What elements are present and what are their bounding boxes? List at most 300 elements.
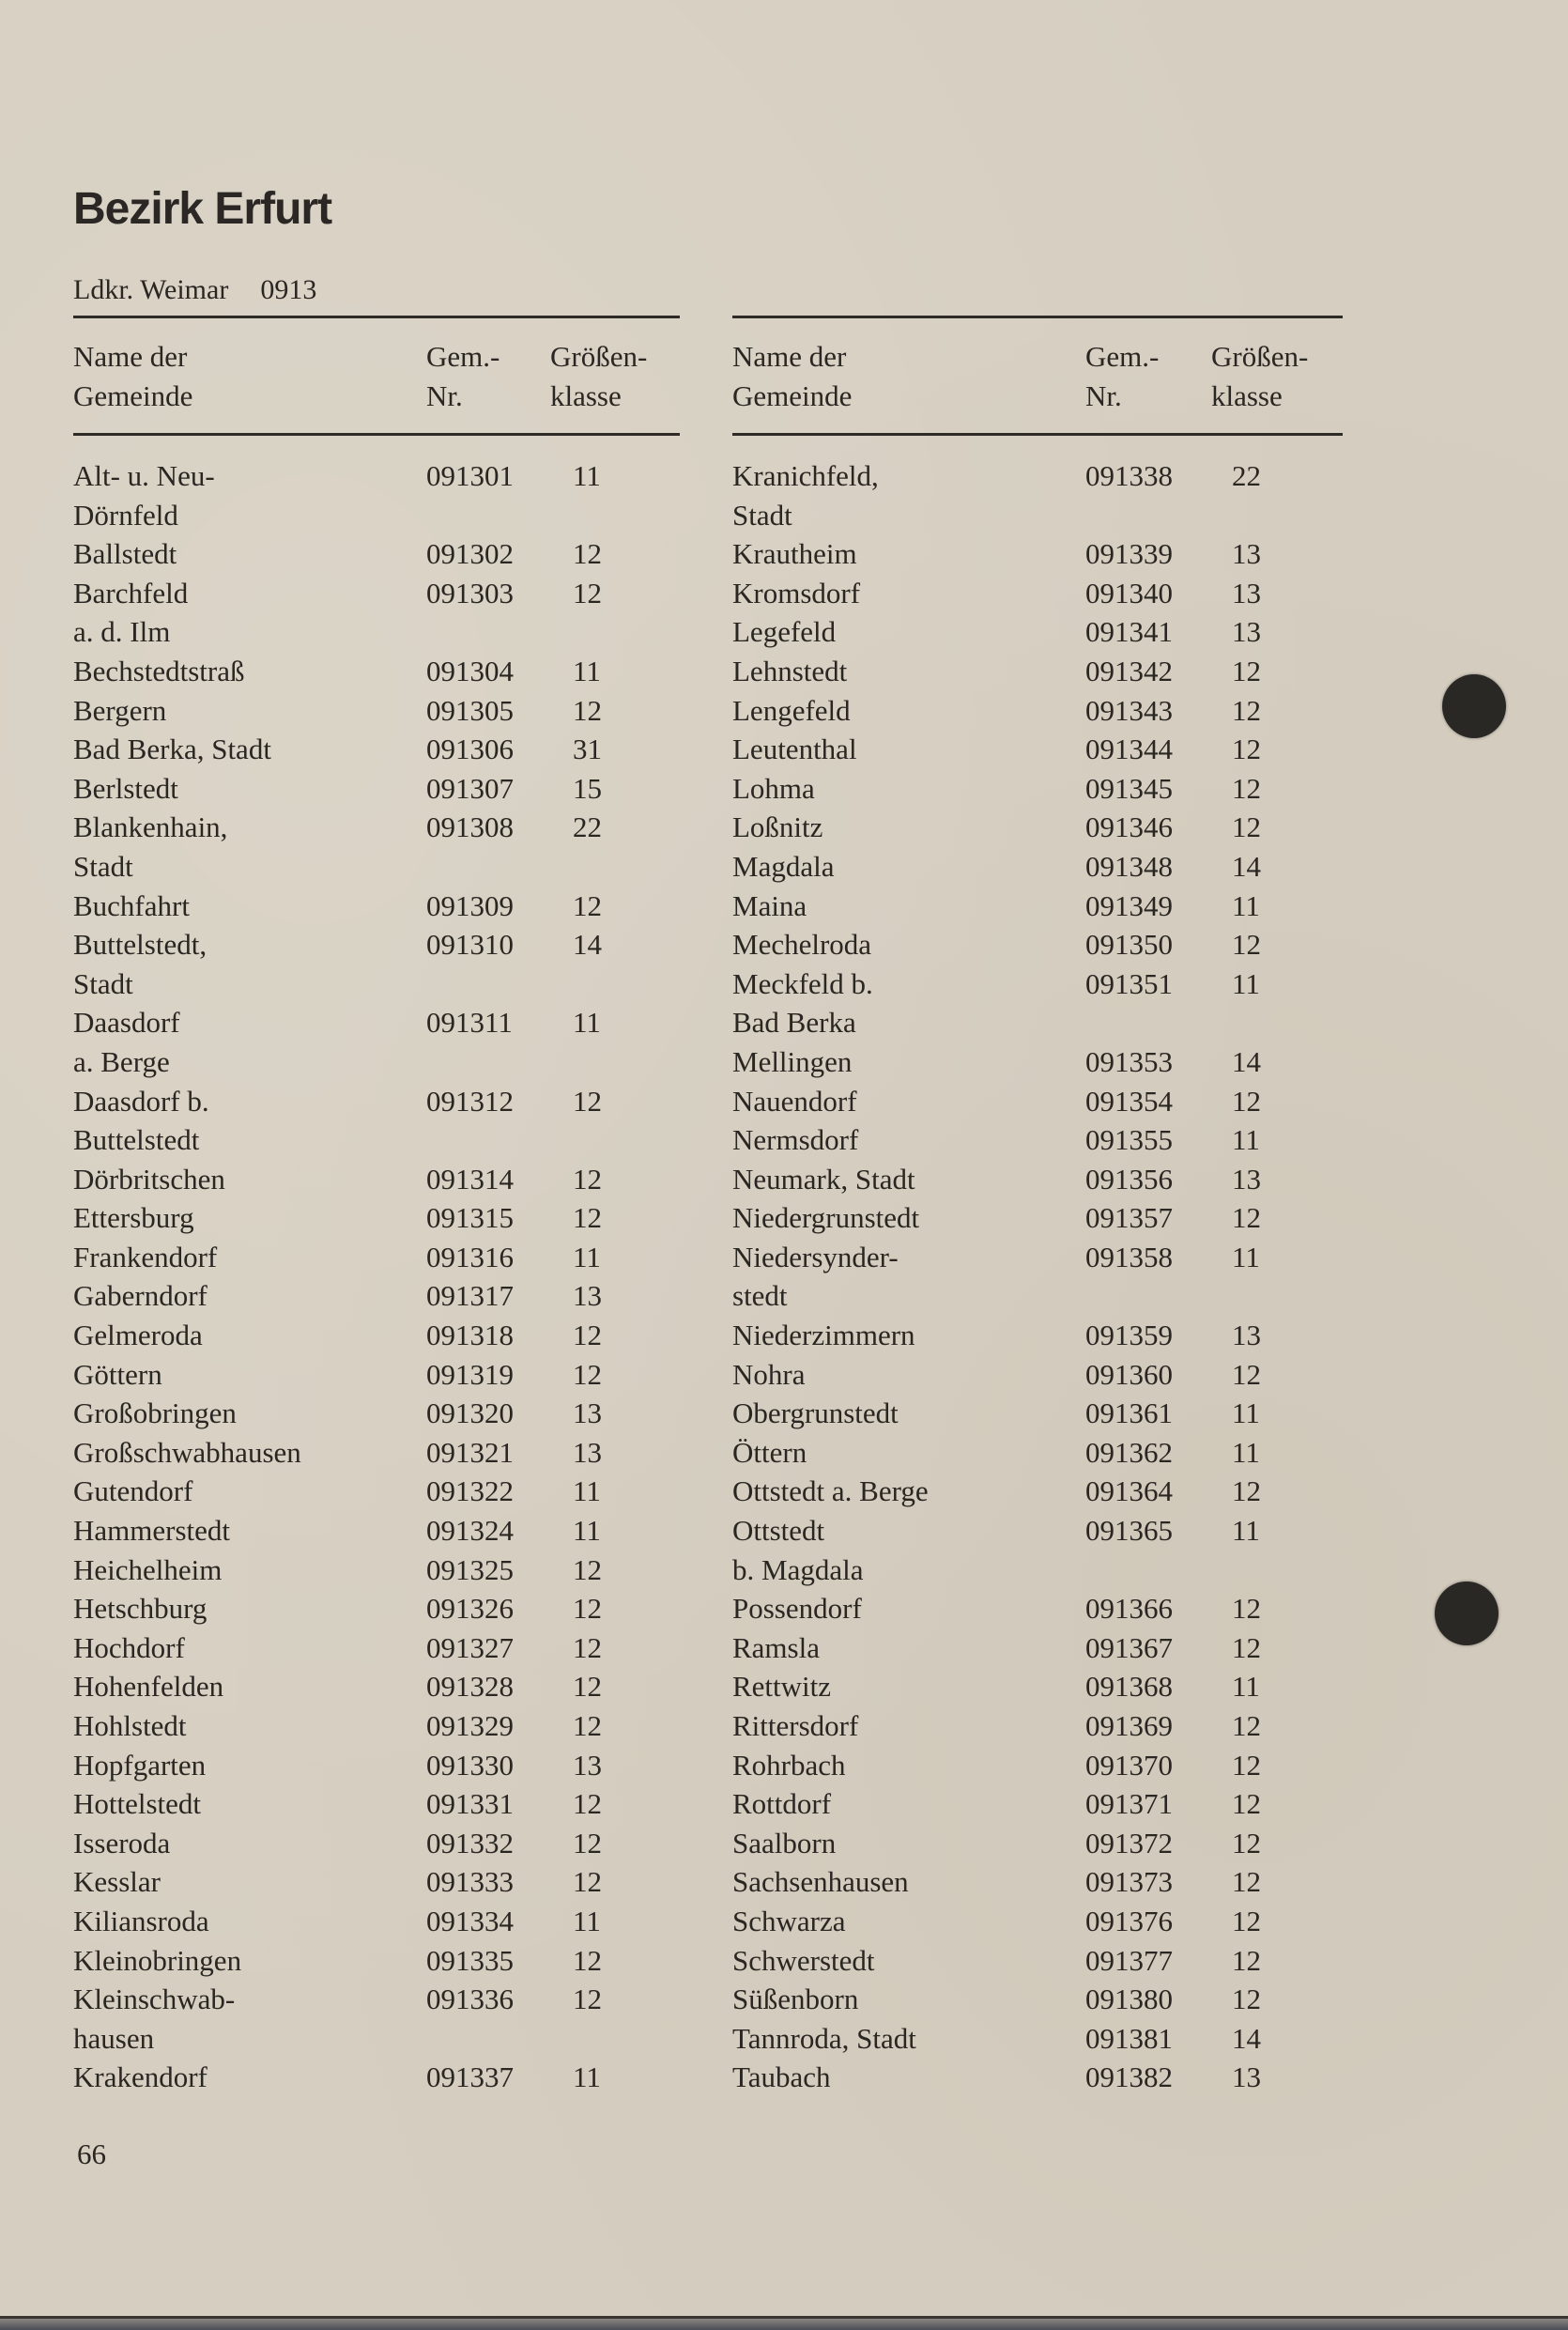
- row-name: Taubach: [732, 2060, 831, 2094]
- row-name: Süßenborn: [732, 1983, 859, 2016]
- row-name: Kesslar: [73, 1865, 161, 1899]
- row-name: Possendorf: [732, 1592, 862, 1626]
- row-name: stedt: [732, 1279, 788, 1313]
- row-gem-nr: 091334: [426, 1904, 514, 1937]
- row-gem-nr: [426, 496, 550, 535]
- row-name: Isseroda: [73, 1826, 171, 1859]
- table-row: [73, 1238, 680, 1277]
- table-row: [73, 964, 680, 1004]
- table-row: [73, 612, 680, 652]
- row-gem-nr: 091312: [426, 1084, 514, 1118]
- row-gem-nr: 091308: [426, 810, 514, 844]
- table-row: [73, 925, 680, 964]
- table-row: [73, 1394, 680, 1433]
- row-size-class: 12: [573, 693, 602, 727]
- row-size-class: 11: [573, 1240, 601, 1273]
- row-size-class: 13: [1232, 576, 1261, 610]
- punch-hole: [1442, 674, 1506, 738]
- row-name: Rohrbach: [732, 1748, 846, 1782]
- row-size-class: 12: [1232, 1709, 1261, 1742]
- row-name: Kleinobringen: [73, 1943, 242, 1977]
- row-size-class: 11: [573, 1474, 601, 1508]
- row-size-class: 13: [573, 1748, 602, 1782]
- row-size-class: 12: [1232, 1826, 1261, 1859]
- row-name: Kiliansroda: [73, 1904, 209, 1937]
- row-size-class: 12: [573, 576, 602, 610]
- row-size-class: 12: [1232, 1357, 1261, 1391]
- row-size-class: 12: [1232, 1084, 1261, 1118]
- row-size-class: 12: [573, 537, 602, 571]
- table-row: [73, 1472, 680, 1511]
- row-size-class: 12: [573, 1630, 602, 1664]
- table-row: [732, 1824, 1343, 1863]
- row-size-class: 13: [1232, 2060, 1261, 2094]
- row-name: Maina: [732, 888, 807, 922]
- row-gem-nr: 091380: [1085, 1983, 1173, 2016]
- row-size-class: [550, 847, 680, 887]
- row-gem-nr: 091330: [426, 1748, 514, 1782]
- row-name: Hohenfelden: [73, 1670, 224, 1704]
- row-size-class: 13: [573, 1279, 602, 1313]
- table-row: [732, 1120, 1343, 1160]
- row-size-class: 22: [1232, 459, 1261, 492]
- row-size-class: 12: [573, 1592, 602, 1626]
- table-row: [732, 1706, 1343, 1746]
- table-row: [732, 612, 1343, 652]
- row-name: Bechstedtstraß: [73, 654, 245, 687]
- table-row: [732, 574, 1343, 613]
- table-row: [732, 1082, 1343, 1121]
- row-name: Obergrunstedt: [732, 1396, 899, 1430]
- row-name: Stadt: [73, 849, 133, 883]
- row-gem-nr: 091370: [1085, 1748, 1173, 1782]
- row-name: Stadt: [73, 966, 133, 1000]
- row-size-class: 11: [573, 2060, 601, 2094]
- row-size-class: [550, 496, 680, 535]
- header-size: Größen- klasse: [1211, 340, 1309, 412]
- row-size-class: 12: [1232, 1201, 1261, 1235]
- row-name: Rittersdorf: [732, 1709, 859, 1742]
- row-size-class: 13: [1232, 537, 1261, 571]
- table-row: [73, 2058, 680, 2097]
- row-gem-nr: 091382: [1085, 2060, 1173, 2094]
- row-gem-nr: 091372: [1085, 1826, 1173, 1859]
- table-row: [73, 1316, 680, 1355]
- district-label: Ldkr. Weimar: [73, 274, 229, 305]
- row-name: a. Berge: [73, 1044, 170, 1078]
- row-name: Ottstedt: [732, 1514, 825, 1548]
- row-gem-nr: 091325: [426, 1552, 514, 1586]
- row-gem-nr: 091322: [426, 1474, 514, 1508]
- row-gem-nr: 091336: [426, 1983, 514, 2016]
- row-name: Ettersburg: [73, 1201, 194, 1235]
- row-gem-nr: 091305: [426, 693, 514, 727]
- row-name: Dörbritschen: [73, 1162, 225, 1196]
- row-gem-nr: 091311: [426, 1006, 513, 1040]
- row-gem-nr: [1085, 496, 1211, 535]
- row-size-class: 12: [1232, 693, 1261, 727]
- row-name: Nohra: [732, 1357, 806, 1391]
- row-size-class: 11: [573, 654, 601, 687]
- row-name: Kromsdorf: [732, 576, 861, 610]
- row-gem-nr: 091354: [1085, 1084, 1173, 1118]
- row-name: Hammerstedt: [73, 1514, 231, 1548]
- row-size-class: 13: [1232, 615, 1261, 649]
- table-body: [73, 436, 680, 2097]
- table-row: [732, 534, 1343, 574]
- table-row: [732, 496, 1343, 535]
- row-gem-nr: 091381: [1085, 2021, 1173, 2055]
- table-row: [73, 456, 680, 496]
- table-right: [732, 316, 1343, 2097]
- row-gem-nr: 091315: [426, 1201, 514, 1235]
- row-size-class: 12: [1232, 1630, 1261, 1664]
- table-row: [732, 925, 1343, 964]
- row-size-class: 12: [573, 1826, 602, 1859]
- row-size-class: 12: [1232, 1474, 1261, 1508]
- table-row: [732, 1276, 1343, 1316]
- row-name: Hetschburg: [73, 1592, 208, 1626]
- table-row: [732, 2058, 1343, 2097]
- row-size-class: [1211, 496, 1343, 535]
- table-row: [732, 1316, 1343, 1355]
- row-name: Hopfgarten: [73, 1748, 207, 1782]
- row-size-class: 11: [1232, 1435, 1260, 1469]
- table-left: [73, 316, 680, 2097]
- table-header: [732, 318, 1343, 433]
- table-row: [73, 574, 680, 613]
- row-name: hausen: [73, 2021, 155, 2055]
- row-gem-nr: 091376: [1085, 1904, 1173, 1937]
- row-size-class: 12: [1232, 654, 1261, 687]
- row-name: Bad Berka, Stadt: [73, 733, 271, 766]
- row-gem-nr: 091301: [426, 459, 514, 492]
- row-size-class: 12: [573, 1787, 602, 1821]
- row-gem-nr: 091349: [1085, 888, 1173, 922]
- table-row: [732, 1472, 1343, 1511]
- row-size-class: 13: [1232, 1162, 1261, 1196]
- row-name: Schwarza: [732, 1904, 846, 1937]
- table-row: [73, 1628, 680, 1668]
- row-size-class: 12: [1232, 1592, 1261, 1626]
- row-gem-nr: 091324: [426, 1514, 514, 1548]
- row-name: Buttelstedt,: [73, 928, 208, 962]
- row-name: Sachsenhausen: [732, 1865, 909, 1899]
- punch-hole: [1435, 1582, 1499, 1645]
- row-size-class: 12: [573, 1084, 602, 1118]
- table-header: [73, 318, 680, 433]
- row-name: Leutenthal: [732, 733, 857, 766]
- row-gem-nr: 091362: [1085, 1435, 1173, 1469]
- row-name: Göttern: [73, 1357, 162, 1391]
- row-size-class: 12: [573, 1552, 602, 1586]
- row-name: Lehnstedt: [732, 654, 848, 687]
- table-row: [732, 1902, 1343, 1941]
- row-size-class: 12: [1232, 928, 1261, 962]
- table-row: [732, 652, 1343, 691]
- row-gem-nr: 091337: [426, 2060, 514, 2094]
- row-size-class: 12: [1232, 771, 1261, 805]
- table-row: [73, 847, 680, 887]
- table-row: [73, 534, 680, 574]
- page-number: 66: [77, 2137, 106, 2170]
- row-size-class: 12: [1232, 1787, 1261, 1821]
- row-gem-nr: [426, 847, 550, 887]
- table-row: [732, 1980, 1343, 2019]
- row-gem-nr: 091335: [426, 1943, 514, 1977]
- row-gem-nr: 091320: [426, 1396, 514, 1430]
- row-gem-nr: 091340: [1085, 576, 1173, 610]
- row-gem-nr: 091343: [1085, 693, 1173, 727]
- row-size-class: 11: [573, 1904, 601, 1937]
- row-gem-nr: 091360: [1085, 1357, 1173, 1391]
- row-size-class: 13: [573, 1396, 602, 1430]
- row-gem-nr: 091348: [1085, 849, 1173, 883]
- row-gem-nr: 091342: [1085, 654, 1173, 687]
- table-row: [73, 652, 680, 691]
- row-gem-nr: [426, 1120, 550, 1160]
- row-gem-nr: 091368: [1085, 1670, 1173, 1704]
- row-name: Schwerstedt: [732, 1943, 875, 1977]
- row-gem-nr: 091351: [1085, 966, 1173, 1000]
- row-name: Bergern: [73, 693, 167, 727]
- row-name: Rettwitz: [732, 1670, 832, 1704]
- row-name: Großschwabhausen: [73, 1435, 301, 1469]
- row-size-class: 12: [1232, 733, 1261, 766]
- row-gem-nr: 091345: [1085, 771, 1173, 805]
- table-row: [73, 1120, 680, 1160]
- row-size-class: 12: [573, 1357, 602, 1391]
- row-name: Daasdorf: [73, 1006, 180, 1040]
- header-nr: Gem.- Nr.: [1085, 340, 1160, 412]
- row-gem-nr: 091371: [1085, 1787, 1173, 1821]
- row-size-class: 12: [573, 1709, 602, 1742]
- row-name: a. d. Ilm: [73, 615, 171, 649]
- table-row: [73, 1589, 680, 1628]
- row-name: Ballstedt: [73, 537, 177, 571]
- row-gem-nr: 091316: [426, 1240, 514, 1273]
- row-size-class: 12: [1232, 1865, 1261, 1899]
- row-name: Barchfeld: [73, 576, 189, 610]
- row-name: Hochdorf: [73, 1630, 185, 1664]
- row-name: Gaberndorf: [73, 1279, 208, 1313]
- table-row: [73, 1082, 680, 1121]
- row-size-class: 12: [1232, 1983, 1261, 2016]
- row-gem-nr: 091350: [1085, 928, 1173, 962]
- row-size-class: 12: [573, 1865, 602, 1899]
- row-name: Stadt: [732, 498, 792, 532]
- table-row: [732, 1941, 1343, 1981]
- row-gem-nr: 091319: [426, 1357, 514, 1391]
- row-gem-nr: 091314: [426, 1162, 514, 1196]
- row-name: Ottstedt a. Berge: [732, 1474, 929, 1508]
- row-gem-nr: [426, 964, 550, 1004]
- row-name: Niederzimmern: [732, 1319, 915, 1352]
- row-name: Bad Berka: [732, 1006, 856, 1040]
- row-size-class: 14: [1232, 849, 1261, 883]
- table-row: [73, 1276, 680, 1316]
- row-gem-nr: 091328: [426, 1670, 514, 1704]
- row-gem-nr: 091338: [1085, 459, 1173, 492]
- row-gem-nr: [1085, 1003, 1211, 1042]
- row-gem-nr: 091333: [426, 1865, 514, 1899]
- table-row: [732, 1042, 1343, 1082]
- row-name: Gutendorf: [73, 1474, 193, 1508]
- row-size-class: [550, 2019, 680, 2059]
- row-gem-nr: 091359: [1085, 1319, 1173, 1352]
- row-size-class: [1211, 1551, 1343, 1590]
- row-name: Lengefeld: [732, 693, 851, 727]
- row-name: Öttern: [732, 1435, 807, 1469]
- header-name: Name der Gemeinde: [732, 340, 853, 412]
- row-size-class: 11: [573, 459, 601, 492]
- row-gem-nr: 091365: [1085, 1514, 1173, 1548]
- table-row: [732, 964, 1343, 1004]
- row-gem-nr: [1085, 1551, 1211, 1590]
- row-name: Krautheim: [732, 537, 857, 571]
- row-size-class: 12: [1232, 1748, 1261, 1782]
- row-gem-nr: 091353: [1085, 1044, 1173, 1078]
- row-name: Mechelroda: [732, 928, 872, 962]
- table-row: [732, 1511, 1343, 1551]
- header-name: Name der Gemeinde: [73, 340, 193, 412]
- row-name: Nauendorf: [732, 1084, 857, 1118]
- table-row: [73, 1003, 680, 1042]
- row-gem-nr: 091309: [426, 888, 514, 922]
- table-row: [73, 1160, 680, 1199]
- row-gem-nr: 091369: [1085, 1709, 1173, 1742]
- row-name: Tannroda, Stadt: [732, 2021, 916, 2055]
- row-size-class: 12: [573, 1943, 602, 1977]
- table-row: [73, 1862, 680, 1902]
- row-gem-nr: 091356: [1085, 1162, 1173, 1196]
- row-gem-nr: 091366: [1085, 1592, 1173, 1626]
- row-name: Gelmeroda: [73, 1319, 203, 1352]
- row-gem-nr: 091364: [1085, 1474, 1173, 1508]
- row-name: Hottelstedt: [73, 1787, 202, 1821]
- row-name: Niedersynder-: [732, 1240, 899, 1273]
- row-size-class: 11: [1232, 1123, 1260, 1157]
- table-row: [732, 1551, 1343, 1590]
- table-row: [73, 730, 680, 769]
- row-gem-nr: 091317: [426, 1279, 514, 1313]
- row-size-class: 14: [573, 928, 602, 962]
- row-gem-nr: 091326: [426, 1592, 514, 1626]
- table-row: [732, 1394, 1343, 1433]
- row-gem-nr: [426, 1042, 550, 1082]
- row-name: Legefeld: [732, 615, 837, 649]
- row-gem-nr: 091341: [1085, 615, 1173, 649]
- row-name: Niedergrunstedt: [732, 1201, 920, 1235]
- row-size-class: 11: [1232, 966, 1260, 1000]
- table-row: [73, 691, 680, 731]
- table-row: [732, 1198, 1343, 1238]
- row-name: Großobringen: [73, 1396, 237, 1430]
- table-row: [732, 1667, 1343, 1706]
- row-size-class: 14: [1232, 2021, 1261, 2055]
- row-size-class: 11: [1232, 1396, 1260, 1430]
- row-name: Daasdorf b.: [73, 1084, 209, 1118]
- row-gem-nr: 091358: [1085, 1240, 1173, 1273]
- row-name: Saalborn: [732, 1826, 837, 1859]
- table-row: [73, 1980, 680, 2019]
- row-gem-nr: 091339: [1085, 537, 1173, 571]
- table-row: [73, 1667, 680, 1706]
- row-gem-nr: 091302: [426, 537, 514, 571]
- row-gem-nr: 091306: [426, 733, 514, 766]
- row-gem-nr: 091332: [426, 1826, 514, 1859]
- row-size-class: 12: [573, 1162, 602, 1196]
- row-gem-nr: 091361: [1085, 1396, 1173, 1430]
- row-size-class: [550, 1120, 680, 1160]
- row-gem-nr: 091373: [1085, 1865, 1173, 1899]
- table-row: [732, 730, 1343, 769]
- table-row: [73, 1551, 680, 1590]
- table-row: [732, 887, 1343, 926]
- row-gem-nr: 091377: [1085, 1943, 1173, 1977]
- table-row: [73, 1746, 680, 1785]
- header-nr: Gem.- Nr.: [426, 340, 500, 412]
- table-row: [73, 1198, 680, 1238]
- row-name: Dörnfeld: [73, 498, 178, 532]
- table-row: [732, 847, 1343, 887]
- row-size-class: 12: [573, 1670, 602, 1704]
- row-size-class: 12: [1232, 810, 1261, 844]
- row-gem-nr: 091346: [1085, 810, 1173, 844]
- row-gem-nr: 091303: [426, 576, 514, 610]
- row-name: Frankendorf: [73, 1240, 218, 1273]
- row-size-class: 12: [573, 888, 602, 922]
- table-row: [732, 1003, 1343, 1042]
- table-row: [732, 1238, 1343, 1277]
- row-gem-nr: 091304: [426, 654, 514, 687]
- row-name: Kranichfeld,: [732, 459, 879, 492]
- row-name: Buchfahrt: [73, 888, 190, 922]
- row-gem-nr: 091329: [426, 1709, 514, 1742]
- row-size-class: 11: [1232, 888, 1260, 922]
- row-gem-nr: 091344: [1085, 733, 1173, 766]
- row-size-class: 11: [573, 1514, 601, 1548]
- table-row: [732, 1784, 1343, 1824]
- row-name: Heichelheim: [73, 1552, 223, 1586]
- table-row: [732, 691, 1343, 731]
- row-size-class: [1211, 1003, 1343, 1042]
- row-gem-nr: 091321: [426, 1435, 514, 1469]
- row-gem-nr: 091331: [426, 1787, 514, 1821]
- table-row: [73, 808, 680, 847]
- table-row: [73, 1706, 680, 1746]
- table-row: [73, 887, 680, 926]
- row-name: Mellingen: [732, 1044, 853, 1078]
- table-row: [73, 2019, 680, 2059]
- table-row: [73, 496, 680, 535]
- table-row: [732, 1355, 1343, 1395]
- row-name: Rottdorf: [732, 1787, 832, 1821]
- table-row: [732, 1746, 1343, 1785]
- row-size-class: 11: [573, 1006, 601, 1040]
- row-size-class: 11: [1232, 1670, 1260, 1704]
- header-size: Größen- klasse: [550, 340, 648, 412]
- row-size-class: [550, 612, 680, 652]
- table-row: [732, 1160, 1343, 1199]
- row-gem-nr: 091357: [1085, 1201, 1173, 1235]
- table-row: [732, 456, 1343, 496]
- row-size-class: [550, 964, 680, 1004]
- district-code: 0913: [260, 274, 317, 305]
- row-name: Nermsdorf: [732, 1123, 859, 1157]
- table-row: [73, 1355, 680, 1395]
- row-name: b. Magdala: [732, 1552, 864, 1586]
